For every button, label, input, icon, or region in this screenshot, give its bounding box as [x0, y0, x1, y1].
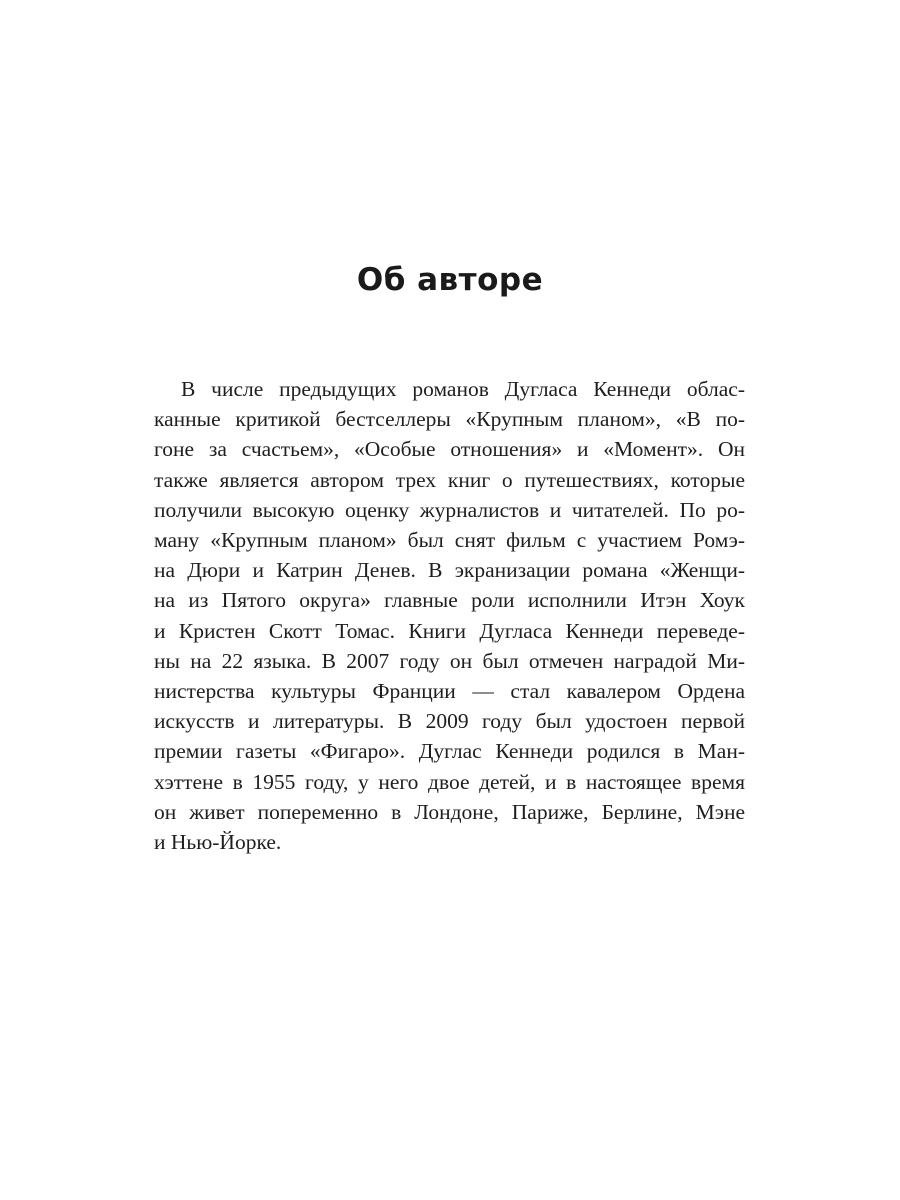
- paragraph-line: также является автором трех книг о путешествиях, которые: [154, 467, 745, 492]
- paragraph-line: премии газеты «Фигаро». Дуглас Кеннеди родился в Ман-: [154, 739, 745, 764]
- paragraph-line: гоне за счастьем», «Особые отношения» и «Момент». Он: [154, 437, 745, 462]
- author-bio-paragraph: [154, 374, 745, 857]
- paragraph-line: ны на 22 языка. В 2007 году он был отмечен наградой Ми-: [154, 648, 745, 673]
- paragraph-line: искусств и литературы. В 2009 году был удостоен первой: [154, 709, 745, 734]
- paragraph-line: хэттене в 1955 году, у него двое детей, и в настоящее время: [154, 769, 745, 794]
- paragraph-line: В числе предыдущих романов Дугласа Кеннеди облас-: [181, 377, 745, 401]
- paragraph-line: канные критикой бестселлеры «Крупным планом», «В по-: [154, 407, 745, 432]
- paragraph-line: на из Пятого округа» главные роли исполнили Итэн Хоук: [154, 588, 745, 613]
- paragraph-line: он живет попеременно в Лондоне, Париже, Берлине, Мэне: [154, 799, 745, 824]
- paragraph-line: нистерства культуры Франции — стал кавалером Ордена: [154, 679, 745, 704]
- paragraph-line: получили высокую оценку журналистов и читателей. По ро-: [154, 497, 745, 522]
- page-title: Об авторе: [356, 262, 544, 298]
- paragraph-line: и Кристен Скотт Томас. Книги Дугласа Кеннеди переведе-: [154, 618, 745, 643]
- paragraph-line: на Дюри и Катрин Денев. В экранизации романа «Женщи-: [154, 558, 745, 583]
- paragraph-line: ману «Крупным планом» был снят фильм с участием Ромэ-: [154, 528, 745, 553]
- paragraph-line: и Нью-Йорке.: [154, 830, 282, 855]
